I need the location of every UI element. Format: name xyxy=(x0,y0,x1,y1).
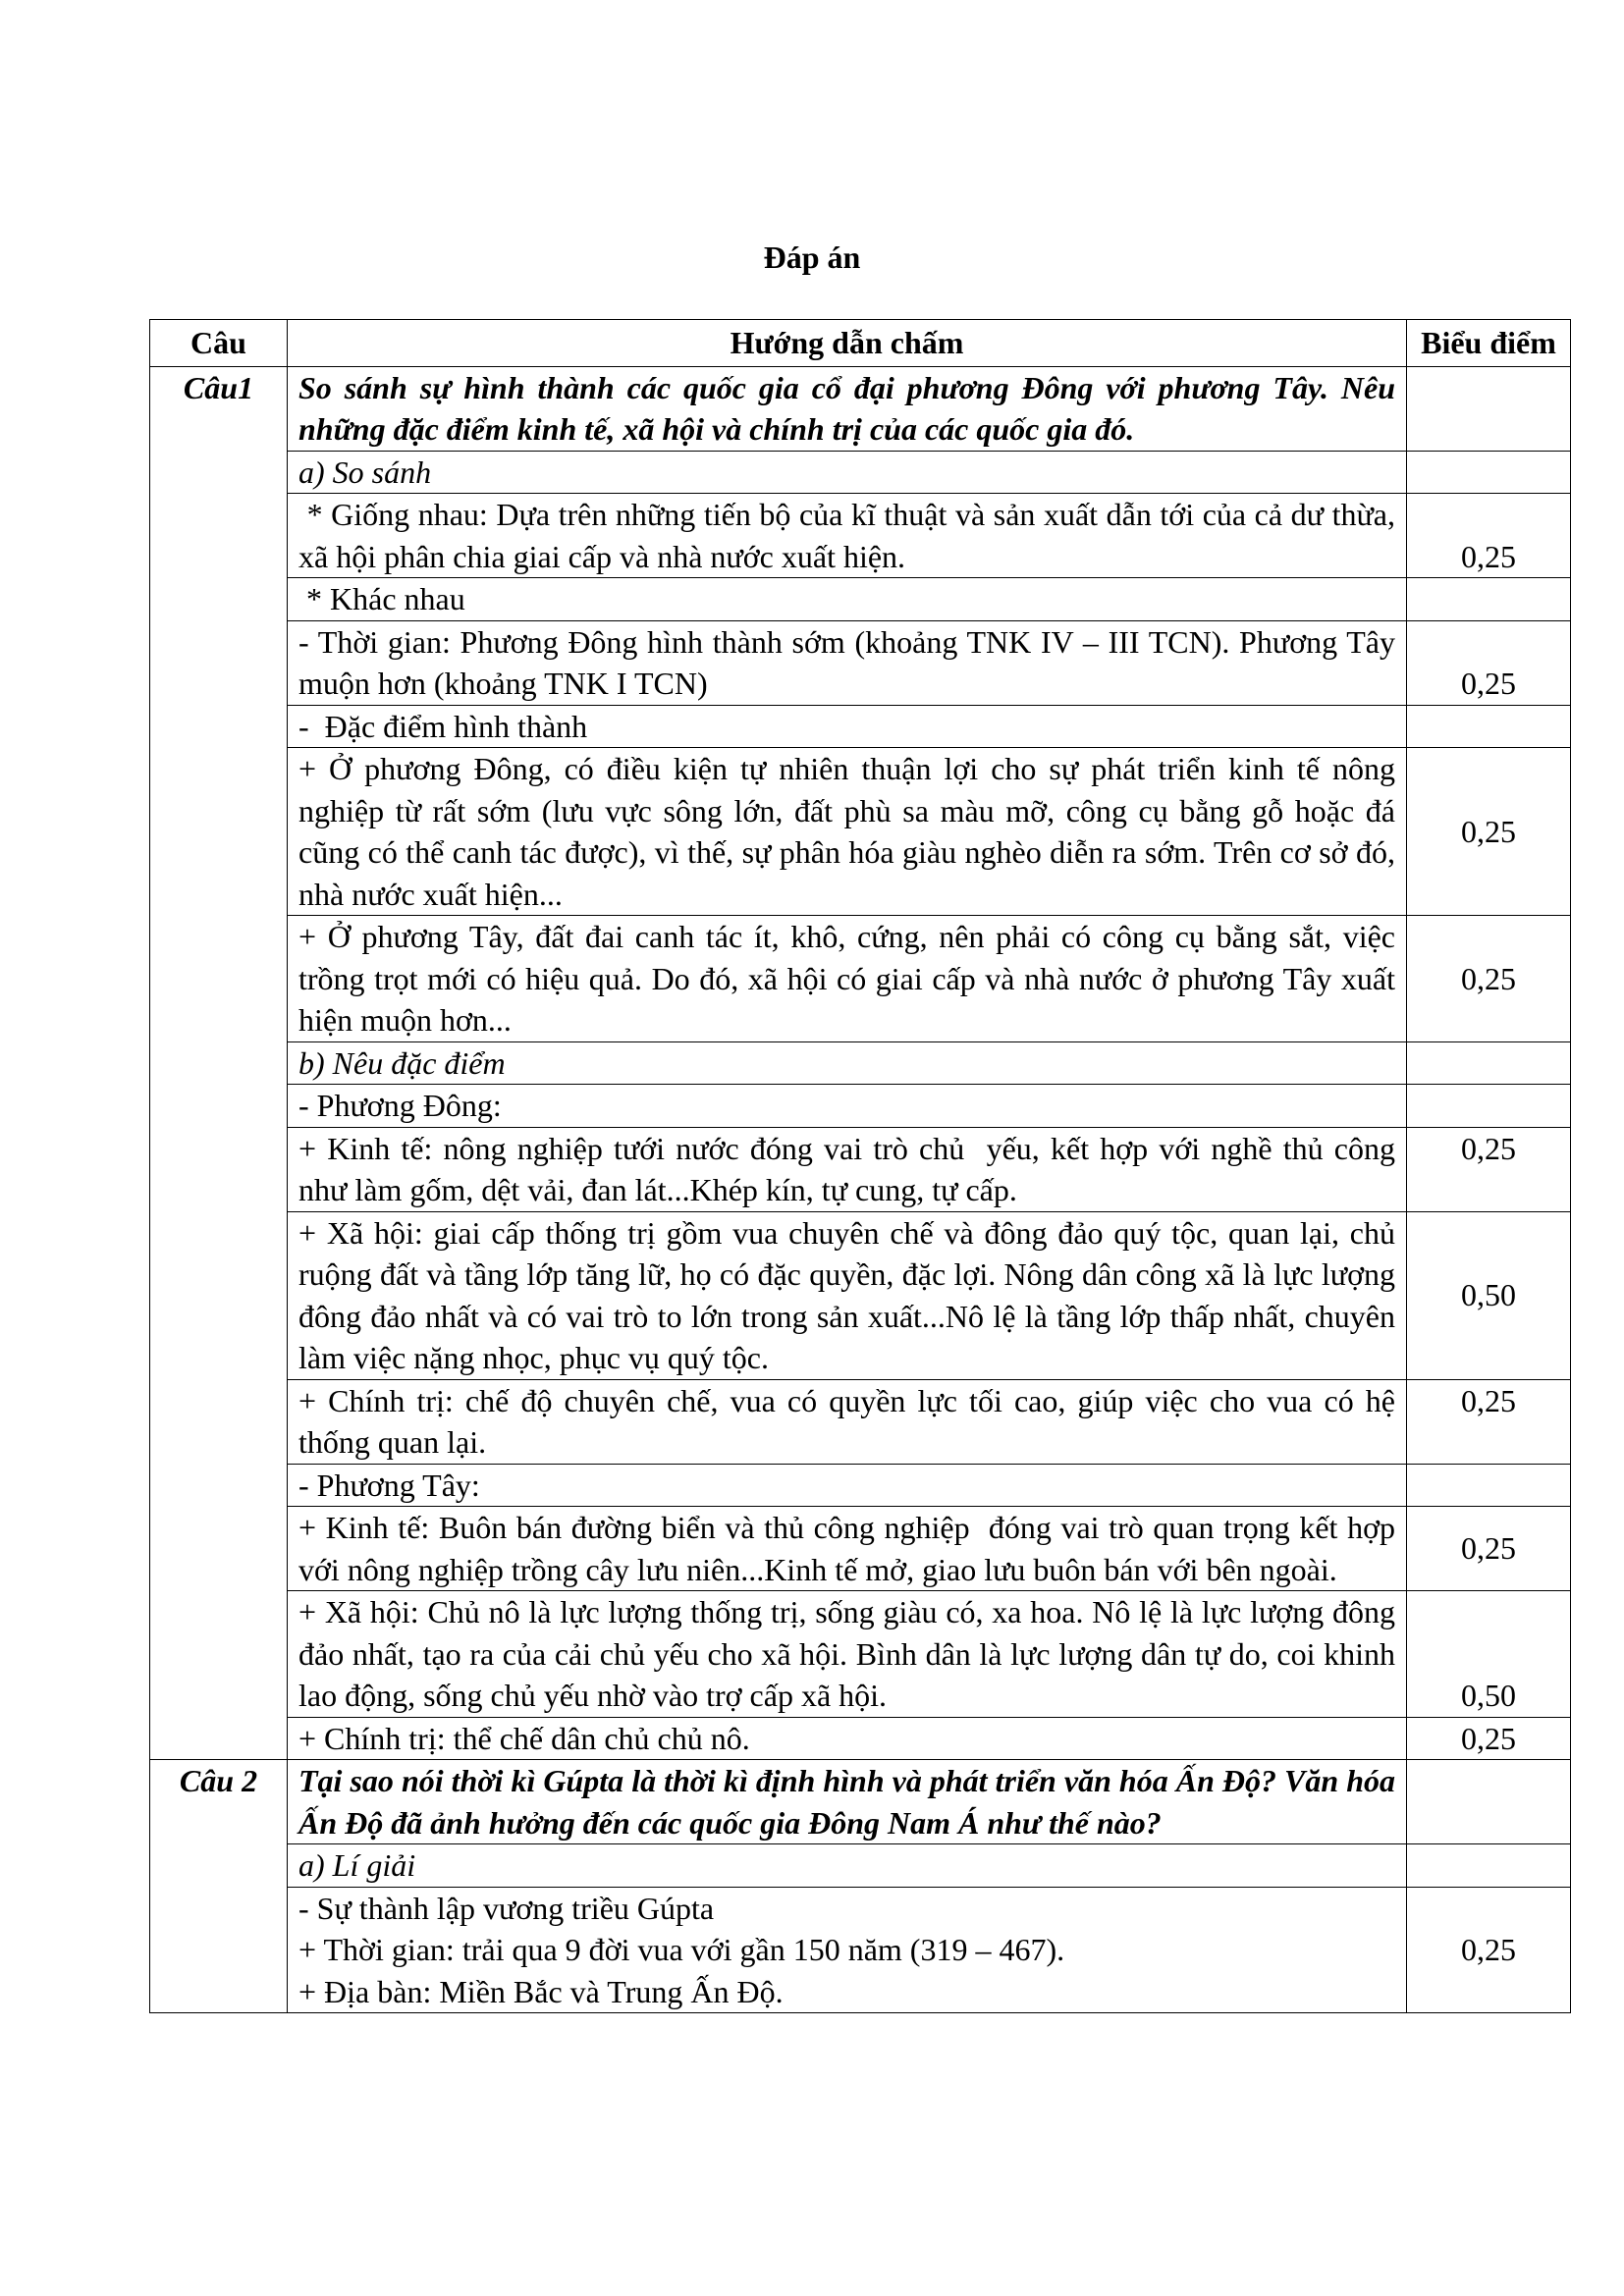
score-cell: 0,25 xyxy=(1407,1717,1571,1760)
table-row xyxy=(150,1887,1571,2013)
answer-text: - Phương Tây: xyxy=(288,1464,1407,1507)
score-cell: 0,50 xyxy=(1407,1591,1571,1718)
score-cell: 0,25 xyxy=(1407,748,1571,916)
table-row xyxy=(150,916,1571,1042)
table-row xyxy=(150,494,1571,578)
score-cell: 0,25 xyxy=(1407,1127,1571,1211)
answer-text: + Kinh tế: Buôn bán đường biển và thủ công nghiệp đóng vai trò quan trọng kết hợp với nông nghiệp trồng cây lưu niên...Kinh tế mở, giao lưu buôn bán với bên ngoài. xyxy=(288,1507,1407,1591)
section-heading: a) So sánh xyxy=(288,451,1407,494)
score-cell: 0,25 xyxy=(1407,494,1571,578)
question-text: So sánh sự hình thành các quốc gia cổ đại phương Đông với phương Tây. Nêu những đặc điểm kinh tế, xã hội và chính trị của các quốc gia đó. xyxy=(288,366,1407,451)
answer-text: * Khác nhau xyxy=(288,578,1407,621)
table-row xyxy=(150,1507,1571,1591)
score-cell: 0,25 xyxy=(1407,1379,1571,1464)
answer-text: + Ở phương Tây, đất đai canh tác ít, khô, cứng, nên phải có công cụ bằng sắt, việc trồng trọt mới có hiệu quả. Do đó, xã hội có giai cấp và nhà nước ở phương Tây xuất hiện muộn hơn... xyxy=(288,916,1407,1042)
answer-text: + Xã hội: giai cấp thống trị gồm vua chuyên chế và đông đảo quý tộc, quan lại, chủ ruộng đất và tầng lớp tăng lữ, họ có đặc quyền, đặc lợi. Nông dân công xã là lực lượng đông đảo nhất và có vai trò to lớn trong sản xuất...Nô lệ là tầng lớp thấp nhất, chuyên làm việc nặng nhọc, phục vụ quý tộc. xyxy=(288,1211,1407,1379)
answer-text xyxy=(288,1887,1407,2013)
score-cell xyxy=(1407,1085,1571,1128)
table-row xyxy=(150,1379,1571,1464)
table-row xyxy=(150,1127,1571,1211)
question-text: Tại sao nói thời kì Gúpta là thời kì định hình và phát triển văn hóa Ấn Độ? Văn hóa Ấn Độ đã ảnh hưởng đến các quốc gia Đông Nam Á như thế nào? xyxy=(288,1760,1407,1844)
answer-line: + Địa bàn: Miền Bắc và Trung Ấn Độ. xyxy=(298,1973,784,2009)
score-cell xyxy=(1407,451,1571,494)
score-cell: 0,25 xyxy=(1407,620,1571,705)
answer-text: + Xã hội: Chủ nô là lực lượng thống trị, sống giàu có, xa hoa. Nô lệ là lực lượng đông đảo nhất, tạo ra của cải chủ yếu cho xã hội. Bình dân là lực lượng dân tự do, coi khinh lao động, sống chủ yếu nhờ vào trợ cấp xã hội. xyxy=(288,1591,1407,1718)
table-row xyxy=(150,620,1571,705)
answer-text: + Kinh tế: nông nghiệp tưới nước đóng vai trò chủ yếu, kết hợp với nghề thủ công như làm gốm, dệt vải, đan lát...Khép kín, tự cung, tự cấp. xyxy=(288,1127,1407,1211)
table-row xyxy=(150,1760,1571,1844)
answer-text: * Giống nhau: Dựa trên những tiến bộ của kĩ thuật và sản xuất dẫn tới của cả dư thừa, xã hội phân chia giai cấp và nhà nước xuất hiện. xyxy=(288,494,1407,578)
header-cau: Câu xyxy=(150,320,288,367)
score-cell xyxy=(1407,1844,1571,1888)
answer-text: + Chính trị: thể chế dân chủ chủ nô. xyxy=(288,1717,1407,1760)
answer-text: + Chính trị: chế độ chuyên chế, vua có quyền lực tối cao, giúp việc cho vua có hệ thống quan lại. xyxy=(288,1379,1407,1464)
table-row xyxy=(150,748,1571,916)
answer-line: + Thời gian: trải qua 9 đời vua với gần 150 năm (319 – 467). xyxy=(298,1932,1065,1967)
score-cell: 0,50 xyxy=(1407,1211,1571,1379)
section-heading: a) Lí giải xyxy=(288,1844,1407,1888)
table-header-row xyxy=(150,320,1571,367)
grading-table xyxy=(149,319,1571,2013)
page-title: Đáp án xyxy=(763,240,861,275)
table-row xyxy=(150,1717,1571,1760)
answer-line: - Sự thành lập vương triều Gúpta xyxy=(298,1890,715,1926)
score-cell xyxy=(1407,578,1571,621)
table-row xyxy=(150,1041,1571,1085)
table-row xyxy=(150,578,1571,621)
section-heading: b) Nêu đặc điểm xyxy=(288,1041,1407,1085)
table-row xyxy=(150,705,1571,748)
table-row xyxy=(150,1211,1571,1379)
table-row xyxy=(150,1844,1571,1888)
score-cell: 0,25 xyxy=(1407,916,1571,1042)
answer-text: + Ở phương Đông, có điều kiện tự nhiên thuận lợi cho sự phát triển kinh tế nông nghiệp từ rất sớm (lưu vực sông lớn, đất phù sa màu mỡ, công cụ bằng gỗ hoặc đá cũng có thể canh tác được), vì thế, sự phân hóa giàu nghèo diễn ra sớm. Trên cơ sở đó, nhà nước xuất hiện... xyxy=(288,748,1407,916)
table-row xyxy=(150,1464,1571,1507)
answer-text: - Thời gian: Phương Đông hình thành sớm (khoảng TNK IV – III TCN). Phương Tây muộn hơn (khoảng TNK I TCN) xyxy=(288,620,1407,705)
answer-text: - Đặc điểm hình thành xyxy=(288,705,1407,748)
table-row xyxy=(150,1085,1571,1128)
score-cell xyxy=(1407,705,1571,748)
answer-text: - Phương Đông: xyxy=(288,1085,1407,1128)
score-cell xyxy=(1407,366,1571,451)
score-cell xyxy=(1407,1041,1571,1085)
question-number-cell: Câu 2 xyxy=(150,1760,288,2013)
score-cell xyxy=(1407,1760,1571,1844)
table-row xyxy=(150,451,1571,494)
table-row xyxy=(150,366,1571,451)
table-row xyxy=(150,1591,1571,1718)
score-cell: 0,25 xyxy=(1407,1507,1571,1591)
header-score: Biểu điểm xyxy=(1407,320,1571,367)
score-cell: 0,25 xyxy=(1407,1887,1571,2013)
header-guide: Hướng dẫn chấm xyxy=(288,320,1407,367)
question-number-cell: Câu1 xyxy=(150,366,288,1760)
score-cell xyxy=(1407,1464,1571,1507)
